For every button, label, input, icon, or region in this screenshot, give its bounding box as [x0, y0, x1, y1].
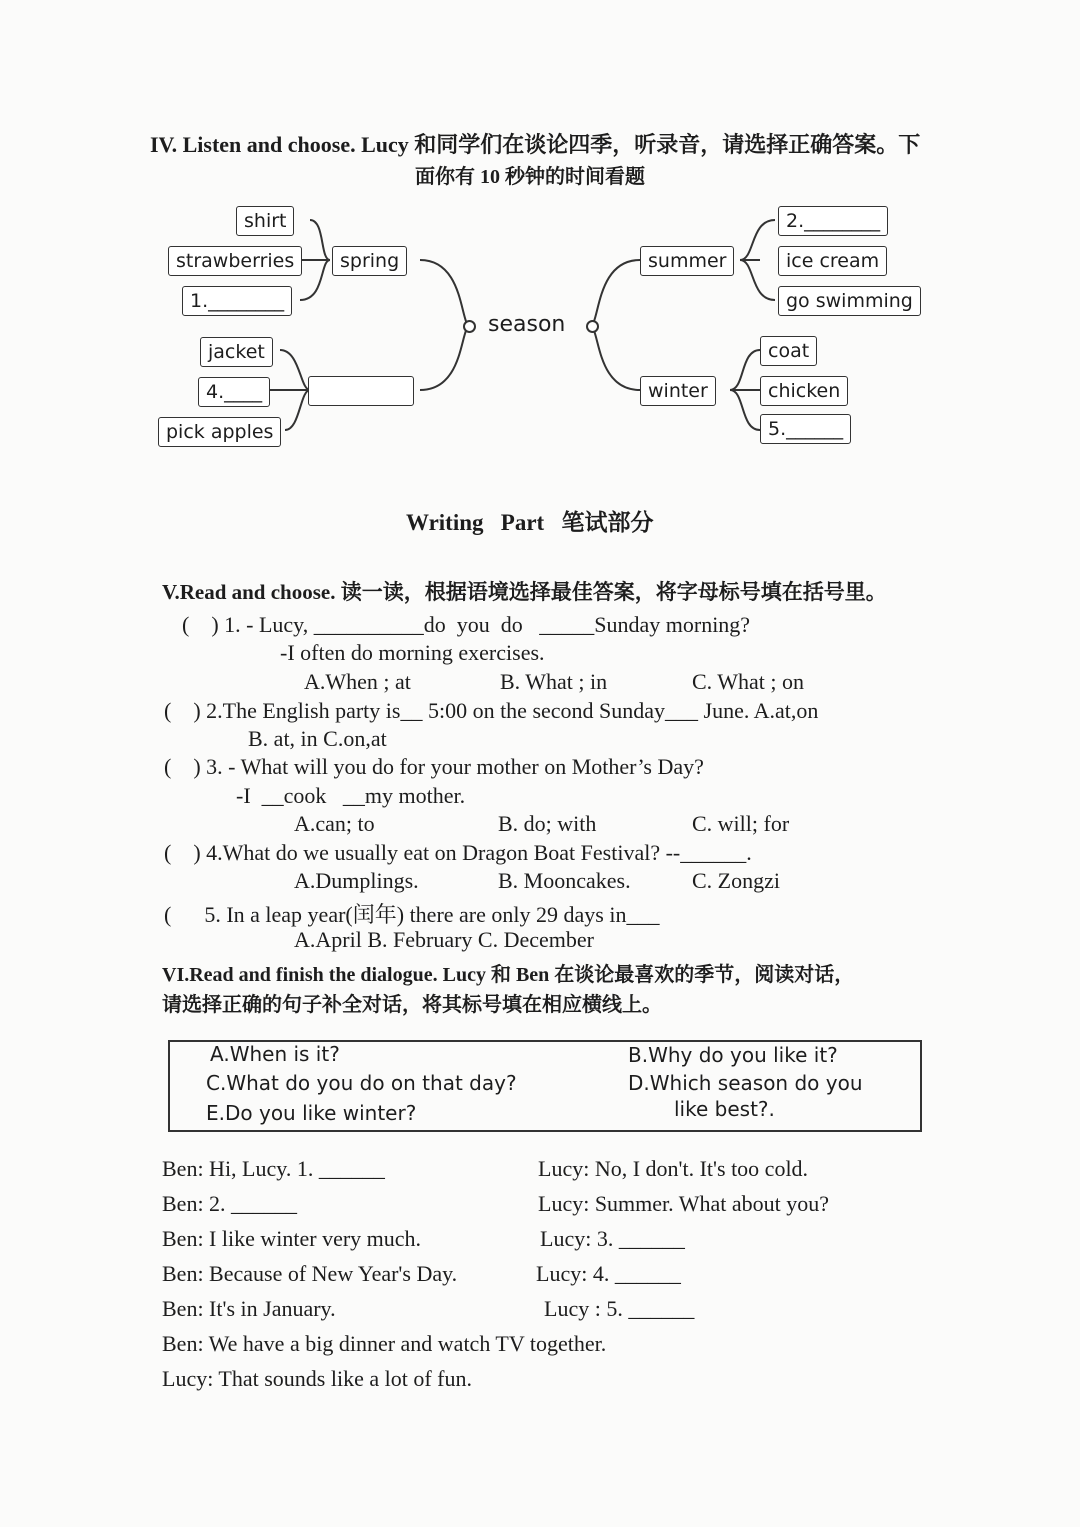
q5-options: A.April B. February C. December — [294, 927, 594, 952]
mindmap-summer-item: 2.________ — [778, 206, 888, 236]
q4-option-c: C. Zongzi — [692, 868, 780, 893]
q2-line2: B. at, in C.on,at — [248, 726, 387, 751]
dialogue-lucy-2: Lucy: Summer. What about you? — [538, 1191, 830, 1216]
option-a: A.When is it? — [210, 1042, 340, 1066]
mindmap-autumn-item: jacket — [200, 337, 273, 367]
mindmap-node-dot — [586, 320, 599, 333]
writing-part-heading: Writing Part 笔试部分 — [406, 510, 654, 535]
q4-option-a: A.Dumplings. — [294, 868, 419, 893]
option-b: B.Why do you like it? — [628, 1043, 838, 1067]
section6-title-line1: VI.Read and finish the dialogue. Lucy 和 Ben 在谈论最喜欢的季节，阅读对话， — [162, 964, 855, 986]
mindmap-summer: summer — [640, 246, 734, 276]
mindmap-winter-item: coat — [760, 336, 817, 366]
dialogue-ben-3: Ben: I like winter very much. — [162, 1226, 422, 1251]
q3-option-a: A.can; to — [294, 811, 375, 836]
q4-option-b: B. Mooncakes. — [498, 868, 631, 893]
section5-title: V.Read and choose. 读一读，根据语境选择最佳答案，将字母标号填在括号里。 — [162, 580, 887, 604]
mindmap-autumn-blank — [308, 376, 414, 406]
q1-line2: -I often do morning exercises. — [280, 640, 545, 665]
mindmap-summer-item: ice cream — [778, 246, 887, 276]
option-d-continued: like best?. — [674, 1097, 775, 1121]
q1-option-c: C. What ; on — [692, 669, 805, 694]
dialogue-ben-1: Ben: Hi, Lucy. 1. ______ — [162, 1156, 385, 1181]
section6-title-line2: 请选择正确的句子补全对话，将其标号填在相应横线上。 — [162, 994, 662, 1016]
dialogue-ben-2: Ben: 2. ______ — [162, 1191, 298, 1216]
dialogue-lucy-5: Lucy : 5. ______ — [544, 1296, 695, 1321]
mindmap-spring-item: shirt — [236, 206, 294, 236]
mindmap-spring: spring — [332, 246, 407, 276]
mindmap-autumn-item: 4.____ — [198, 377, 270, 407]
dialogue-closing-lucy: Lucy: That sounds like a lot of fun. — [162, 1366, 472, 1391]
q4-line1: ( ) 4.What do we usually eat on Dragon Boat Festival? --______. — [164, 840, 752, 865]
dialogue-ben-4: Ben: Because of New Year's Day. — [162, 1261, 458, 1286]
mindmap-winter-item: chicken — [760, 376, 848, 406]
option-d: D.Which season do you — [628, 1071, 863, 1095]
dialogue-lucy-4: Lucy: 4. ______ — [536, 1261, 681, 1286]
dialogue-lucy-1: Lucy: No, I don't. It's too cold. — [538, 1156, 809, 1181]
mindmap-winter-item: 5.______ — [760, 414, 851, 444]
section4-title-line1: IV. Listen and choose. Lucy 和同学们在谈论四季，听录音，请选择正确答案。下 — [150, 132, 921, 157]
q1-option-a: A.When ; at — [304, 669, 411, 694]
section4-title-line2: 面你有 10 秒钟的时间看题 — [415, 166, 645, 188]
mindmap-center: season — [488, 312, 566, 337]
q3-option-b: B. do; with — [498, 811, 597, 836]
q3-line1: ( ) 3. - What will you do for your mother on Mother’s Day? — [164, 754, 704, 779]
q1-line1: ( ) 1. - Lucy, __________do you do _____Sunday morning? — [182, 612, 751, 637]
q1-option-b: B. What ; in — [500, 669, 608, 694]
dialogue-lucy-3: Lucy: 3. ______ — [540, 1226, 685, 1251]
option-e: E.Do you like winter? — [206, 1101, 417, 1125]
mindmap-node-dot — [463, 320, 476, 333]
mindmap-winter: winter — [640, 376, 716, 406]
mindmap-autumn-item: pick apples — [158, 417, 281, 447]
option-c: C.What do you do on that day? — [206, 1071, 517, 1095]
q3-line2: -I __cook __my mother. — [236, 783, 466, 808]
dialogue-closing-ben: Ben: We have a big dinner and watch TV together. — [162, 1331, 607, 1356]
mindmap-spring-item: 1.________ — [182, 286, 292, 316]
q3-option-c: C. will; for — [692, 811, 790, 836]
q5-line1: ( 5. In a leap year(闰年) there are only 29 days in___ — [164, 902, 660, 927]
mindmap-summer-item: go swimming — [778, 286, 921, 316]
dialogue-ben-5: Ben: It's in January. — [162, 1296, 336, 1321]
mindmap-spring-item: strawberries — [168, 246, 302, 276]
q2-line1: ( ) 2.The English party is__ 5:00 on the second Sunday___ June. A.at,on — [164, 698, 819, 723]
